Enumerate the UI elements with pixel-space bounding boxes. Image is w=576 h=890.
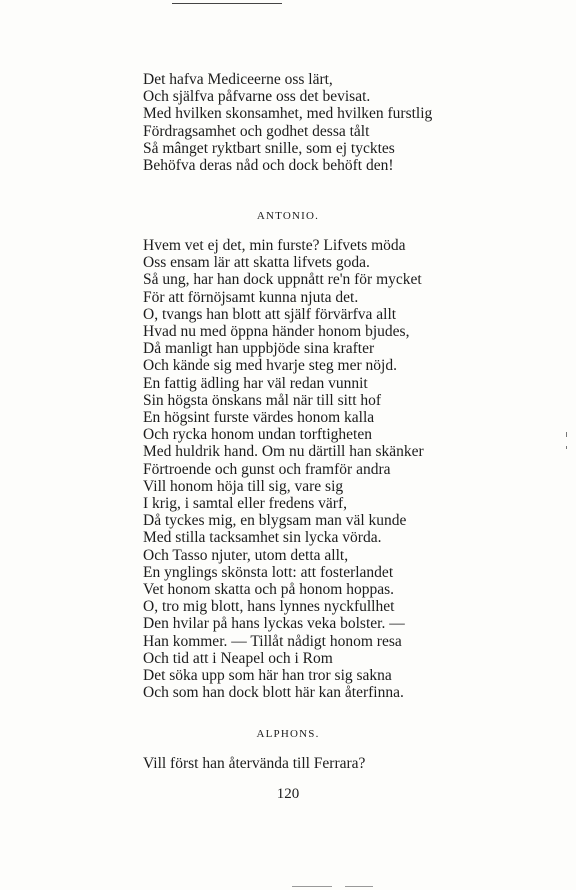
verse-stanza-2	[143, 237, 424, 701]
speaker-heading-alphons: ALPHONS.	[256, 728, 320, 740]
verse-line: Med huldrik hand. Om nu därtill han skänker	[143, 443, 424, 461]
verse-line: Och kände sig med hvarje steg mer nöjd.	[143, 357, 397, 375]
verse-line: Fördragsamhet och godhet dessa tålt	[143, 122, 370, 140]
verse-line: Vill honom höja till sig, vare sig	[143, 477, 344, 495]
speaker-heading-antonio: ANTONIO.	[256, 210, 320, 222]
scan-mark	[566, 432, 567, 437]
verse-line: Med stilla tacksamhet sin lycka vörda.	[143, 529, 382, 547]
top-rule	[172, 3, 282, 4]
verse-line: Så mânget ryktbart snille, som ej tycktes	[143, 139, 395, 157]
verse-line: O, tro mig blott, hans lynnes nyckfullhet	[143, 598, 395, 616]
verse-line: Hvad nu med öppna händer honom bjudes,	[143, 323, 410, 341]
verse-line: Med hvilken skonsamhet, med hvilken furstlig	[143, 105, 433, 123]
scan-mark	[566, 446, 567, 449]
verse-line: Den hvilar på hans lyckas veka bolster. —	[143, 615, 405, 633]
bottom-rule	[345, 886, 373, 887]
verse-line: En ynglings skönsta lott: att fosterlandet	[143, 563, 394, 581]
verse-line: Och Tasso njuter, utom detta allt,	[143, 546, 349, 564]
verse-line: Och rycka honom undan torftigheten	[143, 426, 372, 444]
verse-line: Förtroende och gunst och framför andra	[143, 460, 391, 478]
verse-line: För att förnöjsamt kunna njuta det.	[143, 288, 359, 306]
verse-line: O, tvangs han blott att själf förvärfva allt	[143, 305, 397, 323]
verse-line: Hvem vet ej det, min furste? Lifvets möda	[143, 237, 406, 254]
verse-line: Då tyckes mig, en blygsam man väl kunde	[143, 512, 407, 530]
verse-line: Och som han dock blott här kan återfinna.	[143, 684, 404, 702]
verse-line: Och tid att i Neapel och i Rom	[143, 649, 333, 667]
verse-line: Det söka upp som här han tror sig sakna	[143, 667, 392, 685]
verse-line: En högsint furste värdes honom kalla	[143, 409, 375, 427]
verse-line: Oss ensam lär att skatta lifvets goda.	[143, 254, 370, 272]
verse-stanza-3	[143, 755, 365, 772]
verse-line: Vet honom skatta och på honom hoppas.	[143, 581, 394, 599]
verse-line: Så ung, har han dock uppnått re'n för mycket	[143, 271, 422, 289]
verse-line: Då manligt han uppbjöde sina krafter	[143, 340, 375, 358]
verse-line: En fattig ädling har väl redan vunnit	[143, 374, 368, 392]
verse-line: Det hafva Mediceerne oss lärt,	[143, 71, 333, 88]
verse-line: Och själfva påfvarne oss det bevisat.	[143, 88, 371, 106]
verse-line: Behöfva deras nåd och dock behöft den!	[143, 157, 394, 175]
verse-line: Vill först han återvända till Ferrara?	[143, 755, 366, 772]
verse-line: Sin högsta önskans mål när till sitt hof	[143, 391, 382, 409]
verse-stanza-1	[143, 71, 432, 174]
verse-line: I krig, i samtal eller fredens värf,	[143, 495, 347, 513]
bottom-rule	[292, 886, 332, 887]
page-number: 120	[276, 786, 300, 802]
verse-line: Han kommer. — Tillåt nådigt honom resa	[143, 632, 402, 650]
